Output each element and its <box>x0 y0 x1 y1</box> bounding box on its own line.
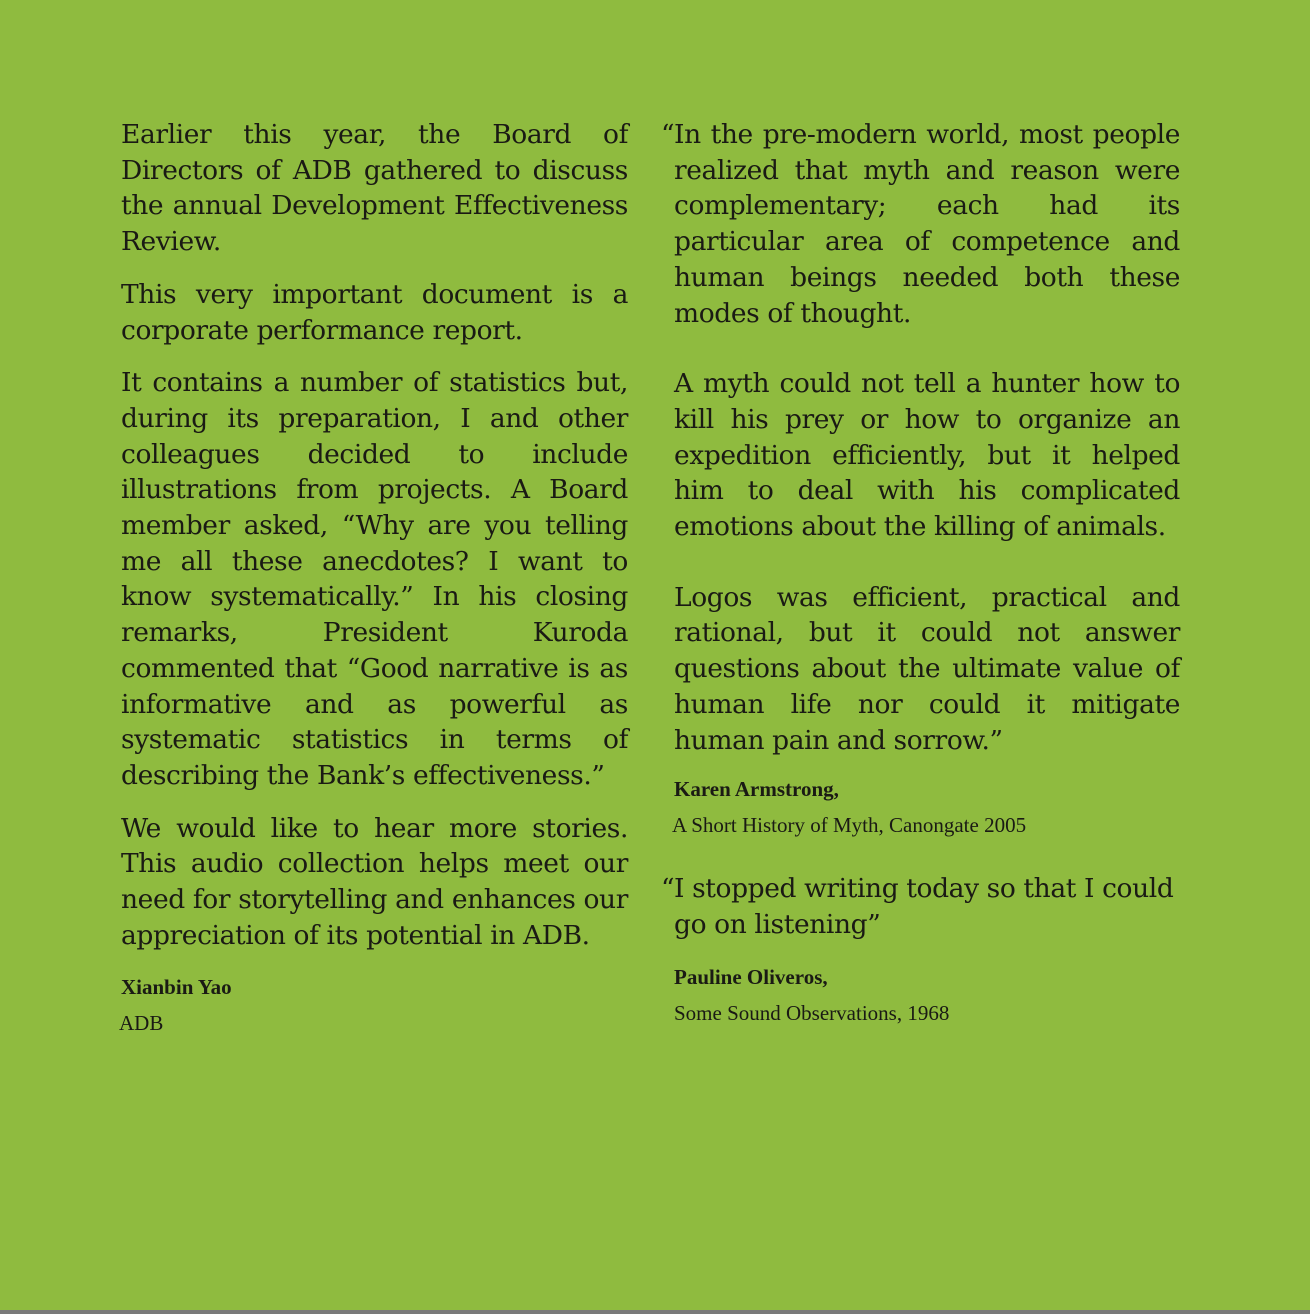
quote-oliveros <box>661 871 1180 942</box>
quote-armstrong-paragraph-1 <box>661 117 1180 331</box>
left-signature <box>121 973 628 1037</box>
signature-org: ADB <box>119 1011 164 1036</box>
signature-name: Xianbin Yao <box>121 975 232 1000</box>
intro-paragraph: Earlier this year, the Board of Directors of ADB gathered to discuss the annual Development Effectiveness Review. <box>121 119 628 258</box>
stories-paragraph: We would like to hear more stories. This audio collection helps meet our need for storytelling and enhances our appreciation of its potential in ADB. <box>121 812 628 951</box>
quote-armstrong-paragraph-2: A myth could not tell a hunter how to kill his prey or how to organize an expedition efficiently, but it helped him to deal with his complicated emotions about the killing of animals. <box>674 368 1180 543</box>
opening-quote-mark: “ <box>661 873 675 905</box>
spacer <box>674 839 1180 871</box>
quote-armstrong-paragraph-3: Logos was efficient, practical and rational, but it could not answer questions about the ultimate value of human life nor could it mitigate human pain and sorrow.” <box>674 581 1180 756</box>
page-bottom-edge <box>0 1310 1310 1314</box>
right-column <box>661 117 1180 1027</box>
quote-author: Pauline Oliveros, <box>674 964 828 989</box>
quote-source: Some Sound Observations, 1968 <box>674 1000 950 1025</box>
opening-quote-mark: “ <box>661 119 675 150</box>
quote-text: In the pre-modern world, most people realized that myth and reason were complementary; each had its particular area of competence and human beings needed both these modes of thought. <box>674 119 1180 329</box>
statistics-paragraph: It contains a number of statistics but, during its preparation, I and other colleagues decided to include illustrations from projects. A Board member asked, “Why are you telling me all these anecdotes? I want to know systematically.” In his closing remarks, President Kuroda commented that “Good narrative is as informative and as powerful as systematic statistics in terms of describing the Bank’s effectiveness.” <box>121 367 628 791</box>
left-column <box>121 117 628 1037</box>
quote-author: Karen Armstrong, <box>674 777 839 802</box>
quote-source: A Short History of Myth, Canongate 2005 <box>672 813 1027 838</box>
quote-oliveros-attribution <box>674 963 1180 1027</box>
quote-text: I stopped writing today so that I could go on listening” <box>674 873 1174 940</box>
quote-armstrong-attribution <box>674 775 1180 839</box>
document-paragraph: This very important document is a corporate performance report. <box>121 278 628 346</box>
